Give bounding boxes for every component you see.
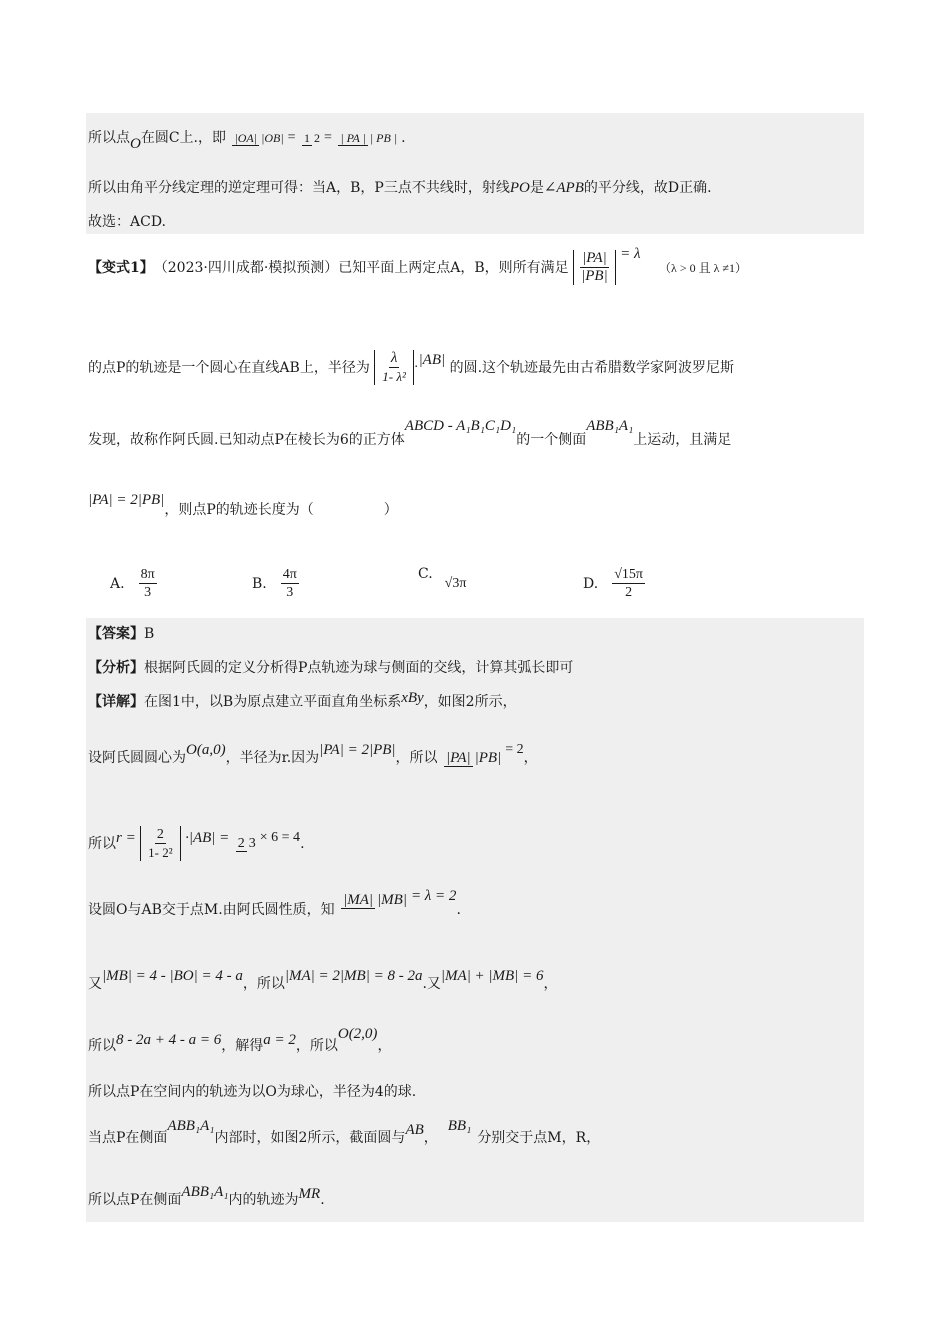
fraction: |OA| |OB| <box>234 131 284 145</box>
option-d: D. $\frac{√15\pi}{2}$ <box>583 567 643 600</box>
detail-line: 当点P在侧面ABB₁A₁内部时，如图2所示，截面圆与AB，BB₁分别交于点M，R， <box>88 1118 601 1146</box>
analysis-line: 【分析】根据阿氏圆的定义分析得P点轨迹为球与侧面的交线，计算其弧长即可 <box>88 660 574 676</box>
fraction: | PA | | PB | <box>340 131 398 145</box>
answer-line: 【答案】B <box>88 626 155 642</box>
option-b: B. $\frac{4\pi}{3}$ <box>252 567 297 600</box>
problem-line: 发现，故称作阿氏圆.已知动点P在棱长为6的正方体ABCD - A₁B₁C₁D₁的一个侧面ABB₁A₁上运动，且满足 <box>88 418 732 448</box>
detail-line: 所以点P在侧面ABB₁A₁内的轨迹为MR. <box>88 1184 325 1208</box>
problem-line: |PA| = 2|PB|，则点P的轨迹长度为（ ） <box>88 492 398 518</box>
ratio-abs: $\frac{|PA|}{|PB|}$ <box>573 250 616 285</box>
text-line: 所以由角平分线定理的逆定理可得：当A，B，P三点不共线时，射线PO是∠APB的平分线，故D正确. <box>88 180 712 196</box>
problem-line: 【变式1】（2023·四川成都·模拟预测）已知平面上两定点A，B，则所有满足 $\frac{|PA|}{|PB|}$ = λ （λ > 0 且 λ ≠1） <box>88 245 747 284</box>
problem-tag: 【变式1】 <box>88 259 154 276</box>
detail-line: 所以8 - 2a + 4 - a = 6，解得a = 2，所以O(2,0)， <box>88 1026 392 1054</box>
detail-line: 设圆O与AB交于点M.由阿氏圆性质，知 |MA| |MB| = λ = 2. <box>88 888 461 918</box>
detail-line: 设阿氏圆圆心为O(a,0)，半径为r.因为|PA| = 2|PB|，所以 |PA| |PB|= 2， <box>88 742 538 766</box>
fraction: 1 2 <box>304 131 321 145</box>
text-line: 所以点O在圆C上.，即 |OA| |OB| = 1 2 = | PA | | PB | . <box>88 130 406 152</box>
option-c: C. √3π <box>418 566 467 591</box>
option-a: A. $\frac{8\pi}{3}$ <box>110 567 155 600</box>
detail-line: 所以点P在空间内的轨迹为以O为球心，半径为4的球. <box>88 1084 417 1100</box>
radius-abs: $\frac{\lambda}{\text{1- λ²}}$ <box>374 350 414 385</box>
detail-line: 又|MB| = 4 - |BO| = 4 - a，所以|MA| = 2|MB| = 8 - 2a.又|MA| + |MB| = 6， <box>88 968 558 992</box>
text-line: 故选：ACD. <box>88 214 166 230</box>
arc-mr: MR <box>298 1186 321 1202</box>
detail-line: 所以r = $\frac{2}{\text{1- 2²}}$ ·|AB| = 2 3 × 6 = 4. <box>88 827 305 860</box>
detail-line: 【详解】在图1中，以B为原点建立平面直角坐标系xBy，如图2所示， <box>88 690 517 710</box>
problem-line: 的点P的轨迹是一个圆心在直线AB上，半径为 $\frac{\lambda}{\text{1- λ²}}$ ·|AB| 的圆.这个轨迹最先由古希腊数学家阿波罗尼斯 <box>88 350 735 384</box>
answer-value: B <box>144 626 155 642</box>
